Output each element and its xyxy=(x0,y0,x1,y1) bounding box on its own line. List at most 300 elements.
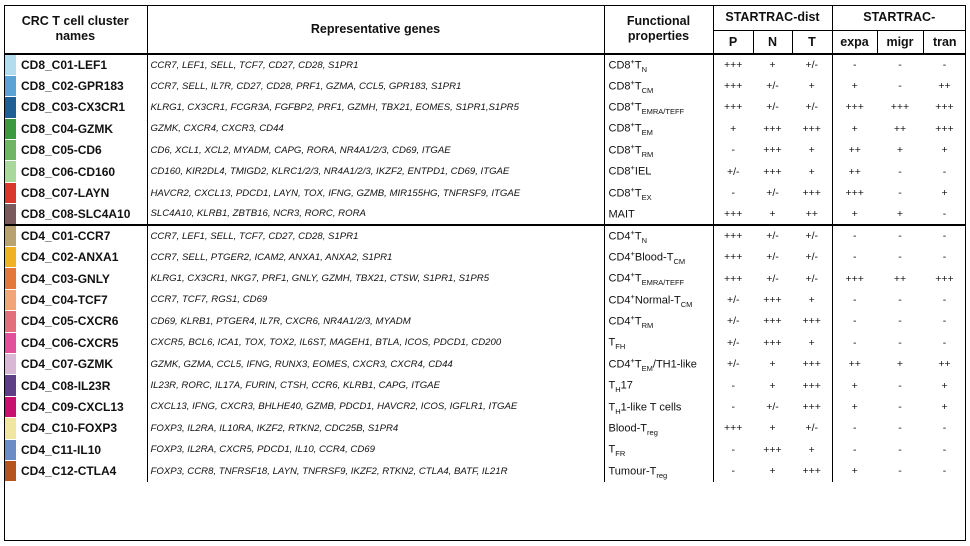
func-prefix: T xyxy=(608,379,616,392)
value-p: + xyxy=(730,122,737,135)
func-main: T xyxy=(634,101,642,114)
func-sup: + xyxy=(630,270,635,280)
table-row xyxy=(4,247,966,268)
func-main: T xyxy=(634,272,642,285)
func-sub: CM xyxy=(641,85,654,95)
value-tran: - xyxy=(942,443,947,456)
value-t: + xyxy=(792,140,832,161)
func-sub: EMRA/TEFF xyxy=(641,278,685,288)
table-row xyxy=(4,97,966,118)
func-main: IEL xyxy=(634,165,652,178)
representative-genes: CCR7, LEF1, SELL, TCF7, CD27, CD28, S1PR1 xyxy=(147,54,604,75)
value-n: +/- xyxy=(766,101,779,114)
func-main: T xyxy=(634,315,642,328)
cluster-name: CD8_C01-LEF1 xyxy=(16,54,147,75)
table-row xyxy=(4,161,966,182)
cluster-color-swatch xyxy=(4,439,16,460)
value-expa: +++ xyxy=(845,101,864,114)
value-migr: ++ xyxy=(893,272,907,285)
func-prefix: Tumour-T xyxy=(608,465,657,478)
table-row xyxy=(4,460,966,481)
value-migr: - xyxy=(898,165,902,178)
value-n: +++ xyxy=(763,122,782,135)
cluster-name: CD8_C05-CD6 xyxy=(16,140,147,161)
value-p: - xyxy=(731,379,735,392)
func-suffix: 17 xyxy=(620,379,633,392)
cluster-name: CD4_C09-CXCL13 xyxy=(16,396,147,417)
representative-genes: CXCR5, BCL6, ICA1, TOX, TOX2, IL6ST, MAGEH1, BTLA, ICOS, PDCD1, CD200 xyxy=(147,332,604,353)
value-tran: ++ xyxy=(938,80,951,93)
func-prefix: CD8 xyxy=(608,80,631,93)
table-row xyxy=(4,353,966,374)
value-t: +++ xyxy=(792,460,832,481)
value-migr: - xyxy=(898,443,902,456)
representative-genes: FOXP3, IL2RA, CXCR5, PDCD1, IL10, CCR4, CD69 xyxy=(147,439,604,460)
value-expa: - xyxy=(853,336,857,349)
value-migr: - xyxy=(898,251,902,264)
func-main: T xyxy=(634,187,642,200)
value-n: +/- xyxy=(766,187,779,200)
value-n: +/- xyxy=(753,225,792,246)
table-row xyxy=(4,418,966,439)
func-sub: N xyxy=(641,235,648,245)
cluster-color-swatch xyxy=(4,54,16,75)
cluster-table xyxy=(4,5,966,482)
value-t: + xyxy=(792,75,832,96)
value-expa: - xyxy=(832,225,877,246)
value-migr: + xyxy=(896,207,904,220)
cluster-name: CD8_C06-CD160 xyxy=(16,161,147,182)
func-sup: + xyxy=(630,77,635,87)
cluster-color-swatch xyxy=(4,182,16,203)
cluster-color-swatch xyxy=(4,396,16,417)
value-tran: - xyxy=(942,315,947,328)
value-expa: + xyxy=(851,80,858,93)
func-sup: + xyxy=(630,227,635,237)
value-t: +/- xyxy=(792,268,832,289)
value-t: +/- xyxy=(792,54,832,75)
value-expa: +++ xyxy=(845,187,864,200)
functional-property xyxy=(604,353,713,374)
value-tran: + xyxy=(941,400,948,413)
value-migr: - xyxy=(898,80,902,93)
cluster-name: CD8_C04-GZMK xyxy=(16,118,147,139)
cluster-name: CD4_C02-ANXA1 xyxy=(16,247,147,268)
func-prefix: CD4 xyxy=(608,294,631,307)
value-expa: + xyxy=(851,400,858,413)
func-prefix: CD8 xyxy=(608,187,631,200)
value-migr: - xyxy=(877,225,923,246)
value-tran: - xyxy=(923,225,966,246)
func-sup: + xyxy=(630,56,635,66)
value-p: +++ xyxy=(724,80,743,93)
value-t: + xyxy=(792,439,832,460)
cluster-color-swatch xyxy=(4,140,16,161)
cluster-name: CD8_C02-GPR183 xyxy=(16,75,147,96)
value-tran: - xyxy=(942,465,947,478)
cluster-color-swatch xyxy=(4,418,16,439)
table-row xyxy=(4,182,966,203)
func-prefix: CD8 xyxy=(608,123,631,136)
func-prefix: Blood-T xyxy=(608,422,648,435)
functional-property xyxy=(604,311,713,332)
func-main: Normal-T xyxy=(634,294,681,307)
value-migr: - xyxy=(898,315,902,328)
table-row xyxy=(4,204,966,225)
value-t: + xyxy=(792,161,832,182)
func-sub: FR xyxy=(615,449,626,459)
value-n: + xyxy=(753,54,792,75)
value-t: +/- xyxy=(792,247,832,268)
table-row xyxy=(4,140,966,161)
value-tran: ++ xyxy=(938,358,951,371)
value-tran: +++ xyxy=(935,101,954,114)
value-n: +/- xyxy=(766,251,779,264)
table-row xyxy=(4,439,966,460)
cluster-name: CD4_C07-GZMK xyxy=(16,353,147,374)
header-t: T xyxy=(792,31,832,55)
func-prefix: CD4 xyxy=(608,251,631,264)
value-expa: - xyxy=(853,443,857,456)
func-prefix: CD4 xyxy=(608,272,631,285)
func-sup: + xyxy=(630,184,635,194)
representative-genes: KLRG1, CX3CR1, FCGR3A, FGFBP2, PRF1, GZMH, TBX21, EOMES, S1PR1,S1PR5 xyxy=(147,97,604,118)
header-expa: expa xyxy=(832,31,877,55)
func-prefix: CD8 xyxy=(608,101,631,114)
value-expa: + xyxy=(851,379,858,392)
cluster-color-swatch xyxy=(4,332,16,353)
func-main: T xyxy=(634,358,642,371)
cluster-name: CD8_C03-CX3CR1 xyxy=(16,97,147,118)
func-sub: RM xyxy=(641,149,654,159)
header-p: P xyxy=(713,31,753,55)
table-row xyxy=(4,396,966,417)
value-tran: +++ xyxy=(935,122,954,135)
func-sup: + xyxy=(630,163,635,173)
functional-property xyxy=(604,118,713,139)
value-p: +++ xyxy=(724,101,743,114)
value-p: +/- xyxy=(726,358,740,371)
func-suffix: 1-like T cells xyxy=(620,401,682,414)
func-suffix: /TH1-like xyxy=(652,358,697,371)
value-p: +++ xyxy=(713,54,753,75)
table-row xyxy=(4,225,966,246)
value-n: +++ xyxy=(763,293,782,306)
func-main: T xyxy=(634,230,642,243)
func-sup: + xyxy=(630,355,635,365)
func-prefix: T xyxy=(608,401,616,414)
func-sup: + xyxy=(630,120,635,130)
func-sub: CM xyxy=(673,256,686,266)
cluster-color-swatch xyxy=(4,289,16,310)
value-migr: ++ xyxy=(893,122,907,135)
functional-property xyxy=(604,460,713,481)
func-sub: EX xyxy=(641,192,652,202)
value-n: + xyxy=(769,358,776,371)
representative-genes: CD69, KLRB1, PTGER4, IL7R, CXCR6, NR4A1/2/3, MYADM xyxy=(147,311,604,332)
value-n: + xyxy=(769,422,776,435)
cluster-name: CD8_C07-LAYN xyxy=(16,182,147,203)
value-migr: +++ xyxy=(890,101,910,114)
value-p: +/- xyxy=(726,315,740,328)
value-p: +++ xyxy=(724,422,743,435)
cluster-name: CD4_C11-IL10 xyxy=(16,439,147,460)
functional-property xyxy=(604,247,713,268)
func-sup: + xyxy=(630,312,635,322)
value-t: +++ xyxy=(792,182,832,203)
value-n: +++ xyxy=(763,443,782,456)
func-sub: H xyxy=(615,406,621,416)
func-sub: EMRA/TEFF xyxy=(641,106,685,116)
value-p: +/- xyxy=(726,165,740,178)
func-sup: + xyxy=(630,248,635,258)
value-tran: - xyxy=(923,54,966,75)
functional-property xyxy=(604,396,713,417)
value-migr: - xyxy=(898,336,902,349)
value-t: ++ xyxy=(792,204,832,225)
value-p: +++ xyxy=(724,251,743,264)
func-sub: reg xyxy=(656,470,668,480)
value-tran: - xyxy=(942,165,947,178)
functional-property xyxy=(604,418,713,439)
cluster-color-swatch xyxy=(4,118,16,139)
value-n: +++ xyxy=(763,144,782,157)
cluster-color-swatch xyxy=(4,75,16,96)
functional-property xyxy=(604,289,713,310)
table-row xyxy=(4,54,966,75)
cluster-color-swatch xyxy=(4,247,16,268)
functional-property xyxy=(604,375,713,396)
representative-genes: CD6, XCL1, XCL2, MYADM, CAPG, RORA, NR4A1/2/3, CD69, ITGAE xyxy=(147,140,604,161)
table-row xyxy=(4,118,966,139)
func-sub: reg xyxy=(647,427,658,437)
func-main: Blood-T xyxy=(634,251,674,264)
func-sub: EM xyxy=(641,128,653,138)
value-migr: - xyxy=(898,400,902,413)
value-tran: - xyxy=(942,336,947,349)
representative-genes: GZMK, GZMA, CCL5, IFNG, RUNX3, EOMES, CXCR3, CXCR4, CD44 xyxy=(147,353,604,374)
func-prefix: T xyxy=(608,443,616,456)
value-expa: ++ xyxy=(848,358,861,371)
cluster-color-swatch xyxy=(4,97,16,118)
value-n: +++ xyxy=(763,336,782,349)
value-migr: - xyxy=(877,54,923,75)
func-sup: + xyxy=(630,99,635,109)
functional-property xyxy=(604,268,713,289)
value-migr: - xyxy=(898,422,902,435)
value-tran: + xyxy=(941,379,948,392)
functional-property xyxy=(604,75,713,96)
func-main: T xyxy=(634,123,642,136)
value-n: +++ xyxy=(763,315,782,328)
value-t: +/- xyxy=(792,97,832,118)
functional-property xyxy=(604,439,713,460)
value-tran: - xyxy=(942,422,947,435)
value-migr: - xyxy=(898,187,902,200)
cluster-color-swatch xyxy=(4,375,16,396)
functional-property xyxy=(604,140,713,161)
functional-property xyxy=(604,97,713,118)
cluster-color-swatch xyxy=(4,311,16,332)
representative-genes: CCR7, SELL, PTGER2, ICAM2, ANXA1, ANXA2, S1PR1 xyxy=(147,247,604,268)
value-expa: + xyxy=(851,465,858,478)
functional-property xyxy=(604,182,713,203)
value-t: + xyxy=(792,289,832,310)
representative-genes: CD160, KIR2DL4, TMIGD2, KLRC1/2/3, NR4A1/2/3, IKZF2, ENTPD1, CD69, ITGAE xyxy=(147,161,604,182)
cluster-color-swatch xyxy=(4,204,16,225)
func-sub: H xyxy=(615,384,621,394)
value-n: + xyxy=(769,379,776,392)
value-migr: + xyxy=(896,144,904,157)
func-sub: CM xyxy=(680,299,693,309)
value-p: +/- xyxy=(726,336,740,349)
functional-property xyxy=(604,54,713,75)
functional-property xyxy=(604,204,713,225)
func-prefix: MAIT xyxy=(608,208,635,221)
table-body xyxy=(4,54,966,482)
representative-genes: KLRG1, CX3CR1, NKG7, PRF1, GNLY, GZMH, TBX21, CTSW, S1PR1, S1PR5 xyxy=(147,268,604,289)
value-p: - xyxy=(731,443,735,456)
table-row xyxy=(4,289,966,310)
header-migr: migr xyxy=(877,31,923,55)
value-p: - xyxy=(731,187,735,200)
value-t: + xyxy=(792,332,832,353)
value-p: - xyxy=(731,465,735,478)
value-tran: + xyxy=(941,187,948,200)
value-tran: - xyxy=(942,251,947,264)
cluster-name: CD4_C10-FOXP3 xyxy=(16,418,147,439)
value-n: + xyxy=(769,207,776,220)
table-row xyxy=(4,75,966,96)
header-functional: Functional properties xyxy=(604,5,713,54)
value-p: - xyxy=(731,400,735,413)
value-n: +/- xyxy=(766,400,779,413)
cluster-color-swatch xyxy=(4,225,16,246)
cluster-name: CD4_C03-GNLY xyxy=(16,268,147,289)
cluster-color-swatch xyxy=(4,161,16,182)
cluster-name: CD4_C04-TCF7 xyxy=(16,289,147,310)
value-expa: ++ xyxy=(848,144,861,157)
table-row xyxy=(4,268,966,289)
value-expa: - xyxy=(853,315,857,328)
representative-genes: FOXP3, CCR8, TNFRSF18, LAYN, TNFRSF9, IKZF2, RTKN2, CTLA4, BATF, IL21R xyxy=(147,460,604,481)
functional-property xyxy=(604,332,713,353)
value-n: + xyxy=(769,465,776,478)
value-migr: - xyxy=(898,293,902,306)
table-row xyxy=(4,311,966,332)
value-expa: - xyxy=(853,251,857,264)
header-startrac-dist: STARTRAC-dist xyxy=(713,5,832,31)
func-main: T xyxy=(634,144,642,157)
value-p: - xyxy=(731,144,735,157)
representative-genes: CCR7, SELL, IL7R, CD27, CD28, PRF1, GZMA, CCL5, GPR183, S1PR1 xyxy=(147,75,604,96)
value-p: +/- xyxy=(726,293,740,306)
func-prefix: CD4 xyxy=(608,315,631,328)
cluster-name: CD4_C12-CTLA4 xyxy=(16,460,147,481)
cluster-color-swatch xyxy=(4,268,16,289)
value-expa: + xyxy=(851,207,858,220)
representative-genes: GZMK, CXCR4, CXCR3, CD44 xyxy=(147,118,604,139)
value-tran: - xyxy=(942,207,947,220)
value-n: +/- xyxy=(766,272,779,285)
cluster-name: CD4_C01-CCR7 xyxy=(16,225,147,246)
representative-genes: FOXP3, IL2RA, IL10RA, IKZF2, RTKN2, CDC25B, S1PR4 xyxy=(147,418,604,439)
cluster-name: CD4_C05-CXCR6 xyxy=(16,311,147,332)
func-sub: N xyxy=(641,64,648,74)
value-expa: - xyxy=(853,422,857,435)
value-t: +++ xyxy=(792,396,832,417)
functional-property xyxy=(604,161,713,182)
representative-genes: IL23R, RORC, IL17A, FURIN, CTSH, CCR6, KLRB1, CAPG, ITGAE xyxy=(147,375,604,396)
func-prefix: CD4 xyxy=(608,358,631,371)
table-row xyxy=(4,332,966,353)
functional-property xyxy=(604,225,713,246)
header-cluster-names: CRC T cell cluster names xyxy=(4,5,147,54)
representative-genes: CXCL13, IFNG, CXCR3, BHLHE40, GZMB, PDCD1, HAVCR2, ICOS, IGFLR1, ITGAE xyxy=(147,396,604,417)
func-prefix: CD8 xyxy=(608,59,631,72)
header-tran: tran xyxy=(932,35,957,49)
value-t: +++ xyxy=(792,375,832,396)
value-expa: + xyxy=(851,122,858,135)
value-t: +++ xyxy=(792,353,832,374)
representative-genes: SLC4A10, KLRB1, ZBTB16, NCR3, RORC, RORA xyxy=(147,204,604,225)
func-sub: RM xyxy=(641,320,654,330)
value-p: +++ xyxy=(713,225,753,246)
func-prefix: CD8 xyxy=(608,144,631,157)
value-p: +++ xyxy=(724,272,743,285)
func-sup: + xyxy=(630,291,635,301)
value-p: +++ xyxy=(724,207,743,220)
value-t: +/- xyxy=(792,418,832,439)
representative-genes: CCR7, LEF1, SELL, TCF7, CD27, CD28, S1PR1 xyxy=(147,225,604,246)
value-n: +/- xyxy=(766,80,779,93)
representative-genes: CCR7, TCF7, RGS1, CD69 xyxy=(147,289,604,310)
value-tran: - xyxy=(942,293,947,306)
value-n: +++ xyxy=(763,165,782,178)
value-t: +/- xyxy=(792,225,832,246)
func-prefix: CD8 xyxy=(608,165,631,178)
func-prefix: T xyxy=(608,337,616,349)
header-genes: Representative genes xyxy=(147,5,604,54)
value-expa: - xyxy=(853,293,857,306)
representative-genes: HAVCR2, CXCL13, PDCD1, LAYN, TOX, IFNG, GZMB, MIR155HG, TNFRSF9, ITGAE xyxy=(147,182,604,203)
value-migr: - xyxy=(898,379,902,392)
cluster-name: CD4_C08-IL23R xyxy=(16,375,147,396)
table-row xyxy=(4,375,966,396)
func-prefix: CD4 xyxy=(608,230,631,243)
value-expa: ++ xyxy=(848,165,861,178)
value-expa: - xyxy=(832,54,877,75)
func-sup: + xyxy=(630,141,635,151)
value-migr: + xyxy=(896,358,904,371)
value-migr: - xyxy=(898,465,902,478)
header-n: N xyxy=(753,31,792,55)
value-tran: + xyxy=(941,144,948,157)
value-expa: +++ xyxy=(845,272,864,285)
func-main: T xyxy=(634,59,642,72)
value-tran: +++ xyxy=(935,272,954,285)
cluster-name: CD8_C08-SLC4A10 xyxy=(16,204,147,225)
func-main: T xyxy=(634,80,642,93)
value-t: +++ xyxy=(792,311,832,332)
cluster-color-swatch xyxy=(4,353,16,374)
cluster-name: CD4_C06-CXCR5 xyxy=(16,332,147,353)
cluster-color-swatch xyxy=(4,460,16,481)
func-sub: FH xyxy=(615,342,626,352)
header-startrac: STARTRAC- xyxy=(832,5,966,31)
func-sub: EM xyxy=(641,363,653,373)
value-t: +++ xyxy=(792,118,832,139)
